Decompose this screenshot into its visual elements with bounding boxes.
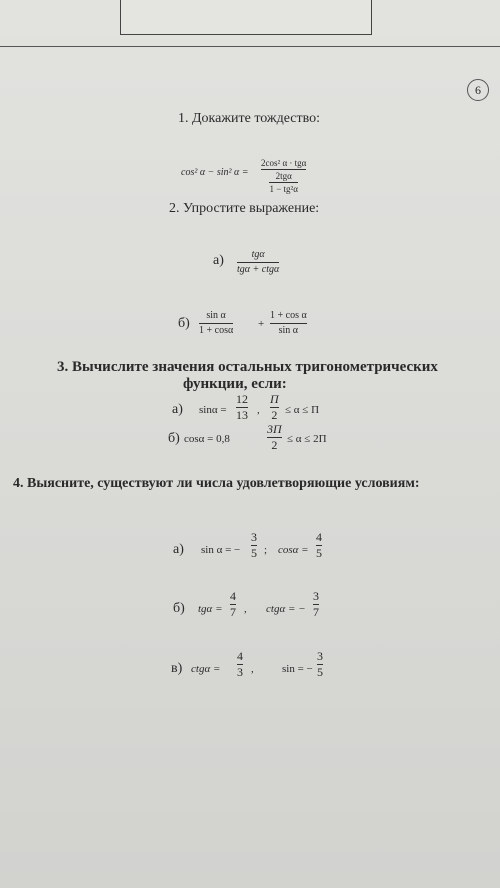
task3a-range-fraction xyxy=(270,393,279,422)
task4c-n2: 3 xyxy=(317,649,323,663)
task1-inner-numerator: 2tgα xyxy=(275,171,292,181)
task1-inner-fraction xyxy=(269,171,298,194)
task2b-fraction-1 xyxy=(199,310,233,337)
task1-title: 1. Докажите тождество: xyxy=(178,111,321,126)
task4b-n2: 3 xyxy=(313,589,319,603)
task3a-label: а) xyxy=(172,402,183,417)
task4b-label: б) xyxy=(173,601,185,616)
task3a-range-rest: ≤ α ≤ Π xyxy=(285,404,320,416)
fraction-bar xyxy=(237,262,279,263)
task4b-separator: , xyxy=(244,603,247,615)
task2-title: 2. Упростите выражение: xyxy=(169,201,320,216)
page-number-badge: 6 xyxy=(467,79,489,101)
task3a-range-denominator: 2 xyxy=(271,408,278,422)
task4b-fraction-1 xyxy=(230,590,236,619)
top-frame xyxy=(120,0,372,35)
task4b-n1: 4 xyxy=(230,589,236,603)
task4c-lhs1: ctgα = xyxy=(191,663,221,675)
task4c-d2: 5 xyxy=(317,665,323,679)
fraction-bar xyxy=(270,323,307,324)
task4b-lhs2: ctgα = − xyxy=(266,603,306,615)
task1-inner-denominator: 1 − tg²α xyxy=(269,184,298,194)
task2b-fraction-2 xyxy=(270,310,307,337)
task3b-range-fraction xyxy=(267,423,282,452)
task4b-lhs1: tgα = xyxy=(198,603,223,615)
task1-fraction xyxy=(261,158,306,194)
task3a-comma: , xyxy=(257,404,260,416)
fraction-bar xyxy=(269,182,298,183)
task4a-lhs1: sin α = − xyxy=(201,544,241,556)
task3b-range-denominator: 2 xyxy=(271,438,278,452)
task4c-n1: 4 xyxy=(237,649,243,663)
task4a-fraction-1 xyxy=(251,531,257,560)
task2b-label: б) xyxy=(178,316,190,331)
task3b-range-numerator: 3Π xyxy=(267,422,282,436)
task2b-f2-numerator: 1 + cos α xyxy=(270,310,307,321)
task3a-lhs: sinα = xyxy=(199,404,227,416)
task4a-d2: 5 xyxy=(316,546,322,560)
task2b-plus: + xyxy=(258,318,265,330)
task3-title-line1: 3. Вычислите значения остальных тригонометрических xyxy=(57,359,438,375)
task4c-lhs2: sin = − xyxy=(282,663,313,675)
task2a-fraction xyxy=(237,249,279,276)
task2a-label: а) xyxy=(213,253,224,268)
task2b-f1-denominator: 1 + cosα xyxy=(199,325,234,336)
task4b-d2: 7 xyxy=(313,605,319,619)
task2b-f1-numerator: sin α xyxy=(206,310,226,321)
task4b-d1: 7 xyxy=(230,605,236,619)
task3a-fraction xyxy=(236,393,248,422)
task2a-numerator: tgα xyxy=(251,249,265,260)
task4a-fraction-2 xyxy=(316,531,322,560)
task4a-n1: 3 xyxy=(251,530,257,544)
task4c-separator: , xyxy=(251,663,254,675)
task3a-numerator: 12 xyxy=(236,392,248,406)
task3-title-line2: функции, если: xyxy=(183,376,287,392)
task4c-fraction-2 xyxy=(317,650,323,679)
task4b-fraction-2 xyxy=(313,590,319,619)
task3a-denominator: 13 xyxy=(236,408,248,422)
task4a-n2: 4 xyxy=(316,530,322,544)
task4c-d1: 3 xyxy=(237,665,243,679)
task3b-label: б) xyxy=(168,431,180,446)
task4a-separator: ; xyxy=(264,544,268,556)
task4a-d1: 5 xyxy=(251,546,257,560)
task2b-f2-denominator: sin α xyxy=(278,325,299,336)
task3b-lhs: cosα = 0,8 xyxy=(184,433,230,445)
fraction-bar xyxy=(199,323,233,324)
task3b-range-rest: ≤ α ≤ 2Π xyxy=(287,433,327,445)
divider-line xyxy=(0,46,500,47)
task1-outer-numerator: 2cos² α · tgα xyxy=(261,158,307,168)
task1-lhs: cos² α − sin² α = xyxy=(181,167,249,178)
task4-title: 4. Выясните, существуют ли числа удовлетворяющие условиям: xyxy=(13,476,420,491)
task2a-denominator: tgα + ctgα xyxy=(237,264,280,275)
task4a-lhs2: cosα = xyxy=(278,544,309,556)
task3a-range-numerator: Π xyxy=(270,392,279,406)
task4a-label: а) xyxy=(173,542,184,557)
task4c-fraction-1 xyxy=(237,650,243,679)
fraction-bar xyxy=(261,169,306,170)
task4c-label: в) xyxy=(171,661,183,676)
